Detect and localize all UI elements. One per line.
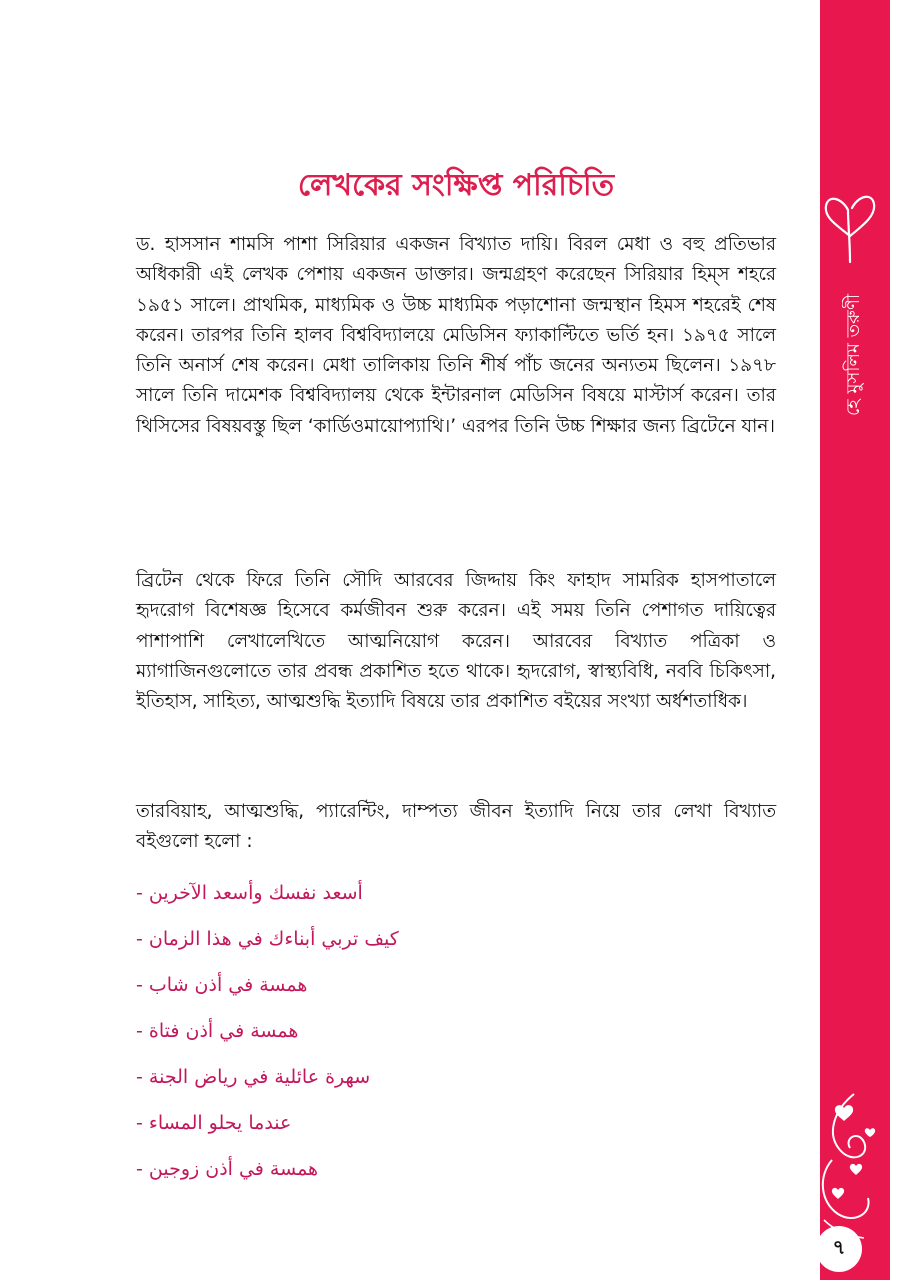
paragraph-books-intro: তারবিয়াহ, আত্মশুদ্ধি, প্যারেন্টিং, দাম্পত্য জীবন ইত্যাদি নিয়ে তার লেখা বিখ্যাত বইগুলো হলো : bbox=[136, 801, 776, 853]
book-list bbox=[136, 870, 776, 1192]
book-title-4: - همسة في أذن فتاة bbox=[136, 1020, 299, 1042]
book-title-1: - أسعد نفسك وأسعد الآخرين bbox=[136, 882, 363, 904]
paragraph-biography: ড. হাসসান শামসি পাশা সিরিয়ার একজন বিখ্যাত দায়ি। বিরল মেধা ও বহু প্রতিভার অধিকারী এই লেখক পেশায় একজন ডাক্তার। জন্মগ্রহণ করেছেন সিরিয়ার হিম্স শহরে ১৯৫১ সালে। প্রাথমিক, মাধ্যমিক ও উচ্চ মাধ্যমিক পড়াশোনা জন্মস্থান হিমস শহরেই শেষ করেন। তারপর তিনি হালব বিশ্ববিদ্যালয়ে মেডিসিন ফ্যাকাল্টিতে ভর্তি হন। ১৯৭৫ সালে তিনি অনার্স শেষ করেন। মেধা তালিকায় তিনি শীর্ষ পাঁচ জনের অন্যতম ছিলেন। ১৯৭৮ সালে তিনি দামেশক বিশ্ববিদ্যালয় থেকে ইন্টারনাল মেডিসিন বিষয়ে মাস্টার্স করেন। তার থিসিসের বিষয়বস্তু ছিল ‘কার্ডিওমায়োপ্যাথি।’ এরপর তিনি উচ্চ শিক্ষার জন্য ব্রিটেনে যান। bbox=[136, 234, 776, 437]
sidebar-title-text: হে মুসলিম তরুণী bbox=[842, 294, 864, 416]
hearts-flourish-icon bbox=[814, 1090, 890, 1250]
book-title-2: - كيف تربي أبناءك في هذا الزمان bbox=[136, 928, 399, 950]
heart-outline-icon bbox=[812, 170, 882, 270]
page-number: ৭ bbox=[832, 1234, 846, 1259]
book-title-7: - همسة في أذن زوجين bbox=[136, 1158, 319, 1180]
page-title: লেখকের সংক্ষিপ্ত পরিচিতি bbox=[297, 168, 615, 203]
book-title-3: - همسة في أذن شاب bbox=[136, 974, 308, 996]
sidebar-book-title bbox=[838, 260, 870, 450]
page-number-badge bbox=[816, 1226, 862, 1272]
paragraph-career: ব্রিটেন থেকে ফিরে তিনি সৌদি আরবের জিদ্দায় কিং ফাহাদ সামরিক হাসপাতালে হৃদরোগ বিশেষজ্ঞ হিসেবে কর্মজীবন শুরু করেন। এই সময় তিনি পেশাগত দায়িত্বের পাশাপাশি লেখালেখিতে আত্মনিয়োগ করেন। আরবের বিখ্যাত পত্রিকা ও ম্যাগাজিনগুলোতে তার প্রবন্ধ প্রকাশিত হতে থাকে। হৃদরোগ, স্বাস্থ্যবিধি, নববি চিকিৎসা, ইতিহাস, সাহিত্য, আত্মশুদ্ধি ইত্যাদি বিষয়ে তার প্রকাশিত বইয়ের সংখ্যা অর্ধশতাধিক। bbox=[136, 570, 776, 713]
book-title-6: - عندما يحلو المساء bbox=[136, 1112, 292, 1134]
book-title-5: - سهرة عائلية في رياض الجنة bbox=[136, 1066, 371, 1088]
